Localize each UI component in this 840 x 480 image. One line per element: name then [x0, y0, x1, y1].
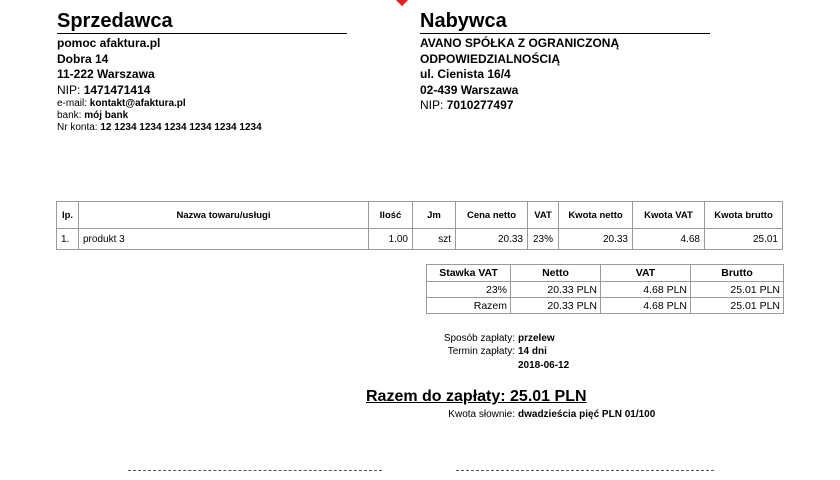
- summary-cell-vat: 4.68 PLN: [601, 298, 691, 314]
- payment-method-label: Sposób zapłaty:: [443, 333, 515, 344]
- summary-cell-rate: Razem: [427, 298, 511, 314]
- table-row: [427, 298, 784, 314]
- seller-details: [57, 36, 262, 134]
- col-header-unit: Jm: [413, 202, 456, 229]
- summary-cell-vat: 4.68 PLN: [601, 282, 691, 298]
- summary-cell-rate: 23%: [427, 282, 511, 298]
- payment-term-value: 14 dni: [518, 346, 547, 357]
- vat-summary-table: [426, 264, 784, 314]
- col-header-name: Nazwa towaru/usługi: [79, 202, 369, 229]
- col-header-vat: VAT: [528, 202, 559, 229]
- buyer-title-rule: [420, 33, 710, 34]
- seller-signature-line: [128, 470, 382, 471]
- buyer-nip: [420, 98, 619, 114]
- seller-street: Dobra 14: [57, 51, 109, 66]
- seller-city: 11-222 Warszawa: [57, 67, 155, 81]
- seller-email-value: kontakt@afaktura.pl: [89, 98, 186, 109]
- cell-unit: szt: [413, 229, 456, 250]
- summary-cell-net: 20.33 PLN: [511, 298, 601, 314]
- cell-vat: 23%: [528, 229, 559, 250]
- seller-account: [57, 122, 262, 134]
- cell-net-amount: 20.33: [559, 229, 633, 250]
- seller-account-label: Nr konta:: [57, 122, 98, 133]
- seller-title-rule: [57, 33, 347, 34]
- col-header-gross-amount: Kwota brutto: [705, 202, 783, 229]
- buyer-name-line1: AVANO SPÓŁKA Z OGRANICZONĄ: [420, 36, 620, 50]
- items-header-row: [57, 202, 783, 229]
- cell-qty: 1.00: [369, 229, 413, 250]
- seller-account-value: 12 1234 1234 1234 1234 1234 1234: [100, 122, 262, 133]
- cell-gross-amount: 25.01: [705, 229, 783, 250]
- payment-due-date: 2018-06-12: [518, 360, 570, 371]
- summary-header-row: [427, 265, 784, 282]
- table-row: [427, 282, 784, 298]
- seller-bank-label: bank:: [57, 110, 82, 121]
- seller-name: pomoc afaktura.pl: [57, 36, 161, 50]
- seller-bank: [57, 110, 262, 122]
- payment-method-value: przelew: [518, 333, 555, 344]
- seller-email-label: e-mail:: [57, 98, 88, 109]
- seller-bank-value: mój bank: [84, 110, 129, 121]
- seller-email: [57, 98, 262, 110]
- seller-title: Sprzedawca: [57, 10, 173, 32]
- table-row: [57, 229, 783, 250]
- buyer-street: ul. Cienista 16/4: [420, 67, 511, 81]
- summary-header-net: Netto: [511, 265, 601, 282]
- col-header-lp: lp.: [57, 202, 79, 229]
- col-header-net-price: Cena netto: [456, 202, 528, 229]
- buyer-nip-label: NIP:: [420, 98, 444, 112]
- summary-header-vat: VAT: [601, 265, 691, 282]
- summary-cell-gross: 25.01 PLN: [691, 282, 784, 298]
- amount-in-words-value: dwadzieścia pięć PLN 01/100: [518, 409, 656, 420]
- col-header-net-amount: Kwota netto: [559, 202, 633, 229]
- buyer-signature-line: [456, 470, 714, 471]
- summary-header-rate: Stawka VAT: [427, 265, 511, 282]
- summary-cell-gross: 25.01 PLN: [691, 298, 784, 314]
- cell-vat-amount: 4.68: [633, 229, 705, 250]
- buyer-title: Nabywca: [420, 10, 507, 32]
- cell-name: produkt 3: [79, 229, 369, 250]
- items-table: [56, 201, 783, 250]
- buyer-nip-value: 7010277497: [446, 98, 514, 112]
- seller-nip-value: 1471471414: [83, 82, 151, 97]
- red-marker-icon: [395, 0, 409, 6]
- buyer-details: [420, 36, 619, 114]
- buyer-name-line2: ODPOWIEDZIALNOŚCIĄ: [420, 51, 560, 66]
- total-to-pay: Razem do zapłaty: 25.01 PLN: [366, 388, 587, 405]
- cell-net-price: 20.33: [456, 229, 528, 250]
- amount-in-words-label: Kwota słownie:: [448, 409, 515, 420]
- col-header-vat-amount: Kwota VAT: [633, 202, 705, 229]
- cell-lp: 1.: [57, 229, 79, 250]
- col-header-qty: Ilość: [369, 202, 413, 229]
- summary-header-gross: Brutto: [691, 265, 784, 282]
- seller-nip-label: NIP:: [57, 82, 81, 97]
- summary-cell-net: 20.33 PLN: [511, 282, 601, 298]
- buyer-city: 02-439 Warszawa: [420, 82, 519, 97]
- seller-nip: [57, 83, 262, 99]
- payment-term-label: Termin zapłaty:: [447, 346, 515, 357]
